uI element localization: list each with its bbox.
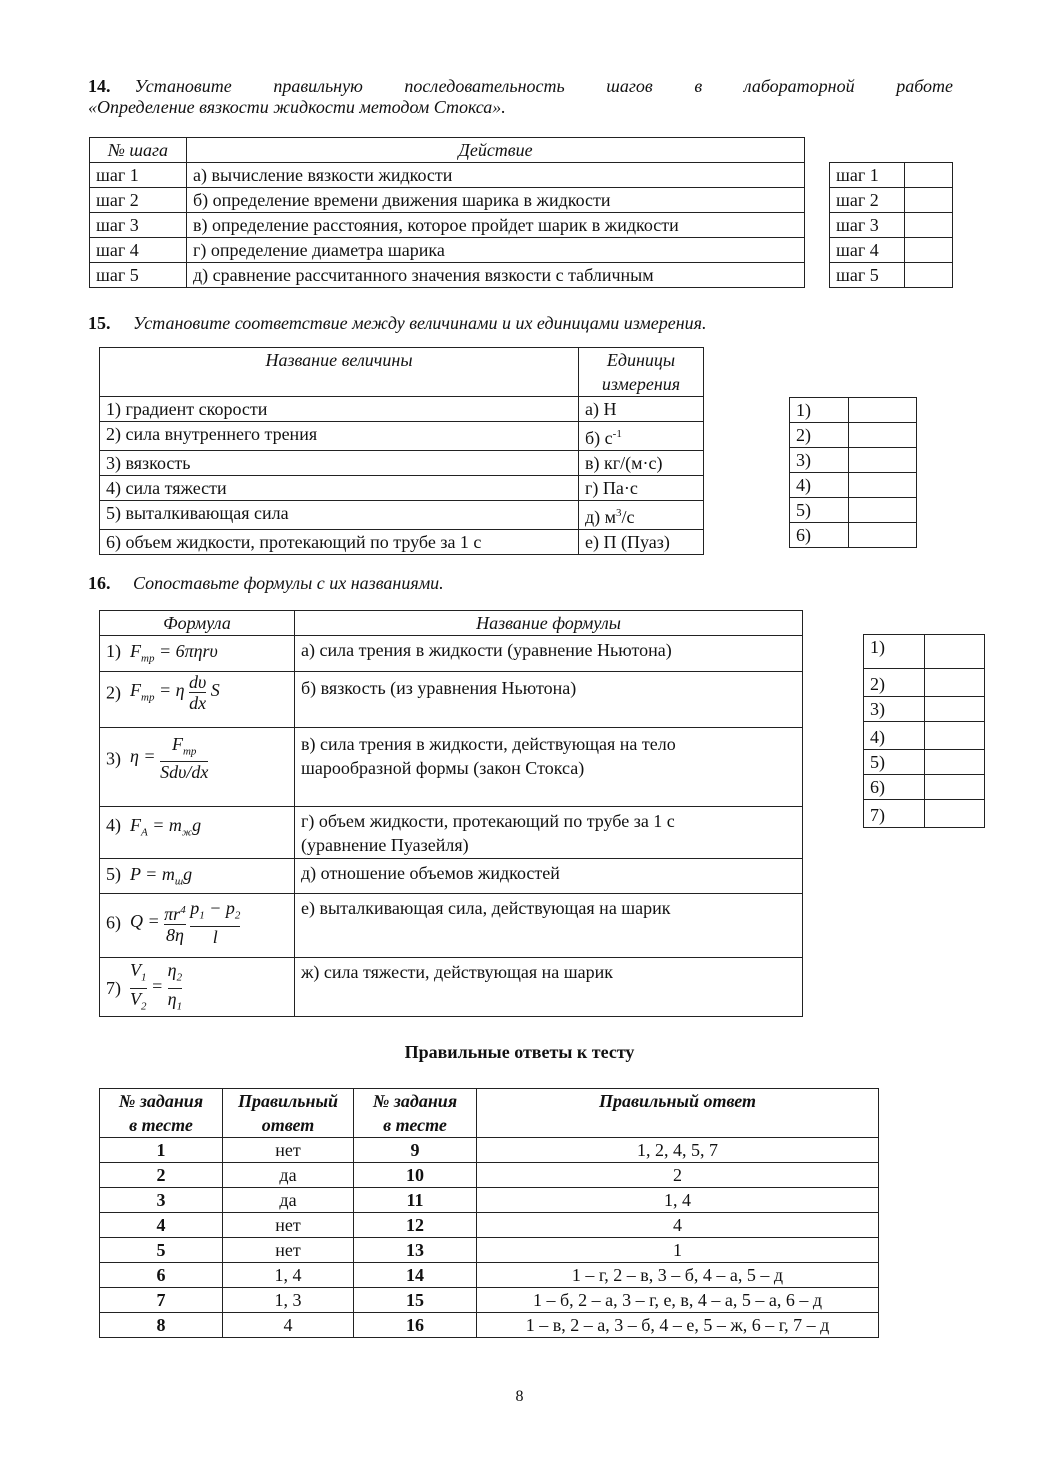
- answer-label: 2): [790, 423, 849, 448]
- table-cell: нет: [223, 1238, 354, 1263]
- table-cell: 1, 3: [223, 1288, 354, 1313]
- formula-2: $F_{тр} = \eta$ $\frac{d\upsilon}{dx}$ S: [125, 671, 220, 713]
- answer-slot[interactable]: [925, 635, 985, 669]
- answer-label: 4): [864, 722, 925, 750]
- formula-7: $\frac{V_1}{V_2}$ = $\frac{\eta_2}{\eta_1}$: [130, 960, 183, 1013]
- unit-cell: в) кг/(м·с): [579, 451, 704, 476]
- answer-label: 7): [864, 800, 925, 828]
- text-fragment: ответ: [261, 1115, 315, 1135]
- unit-cell: е) П (Пуаз): [579, 530, 704, 555]
- formula-5: $P = m_шg$: [125, 863, 193, 888]
- table-cell: 4: [223, 1313, 354, 1338]
- answer-slot[interactable]: [925, 750, 985, 775]
- unit-b-sup: -1: [612, 428, 622, 440]
- table-row: [100, 397, 704, 422]
- answer-label: 5): [790, 498, 849, 523]
- answer-slot[interactable]: [905, 188, 953, 213]
- answer-label: шаг 4: [830, 238, 905, 263]
- table-cell: 4: [100, 1213, 223, 1238]
- formula-cell: [100, 858, 295, 894]
- formula-num: 3): [106, 747, 121, 768]
- unit-cell: [579, 422, 704, 451]
- answer-slot[interactable]: [849, 398, 917, 423]
- table-row: [100, 1138, 879, 1163]
- table-row: [100, 501, 704, 530]
- table-cell: 10: [354, 1163, 477, 1188]
- answer-slot[interactable]: [905, 163, 953, 188]
- quantity-cell: 2) сила внутреннего трения: [100, 422, 579, 451]
- unit-d-tail: /с: [621, 507, 635, 527]
- table-cell: 1, 4: [477, 1188, 879, 1213]
- name-line2: шарообразной формы (закон Стокса): [301, 757, 585, 778]
- text-fragment: № задания: [118, 1091, 204, 1111]
- table-row: [100, 671, 803, 727]
- text-fragment: в тесте: [129, 1115, 193, 1135]
- table-cell: 1, 2, 4, 5, 7: [477, 1138, 879, 1163]
- step-cell: шаг 3: [90, 213, 187, 238]
- formula-cell: [100, 671, 295, 727]
- answer-label: 3): [790, 448, 849, 473]
- name-line2: (уравнение Пуазейля): [301, 834, 469, 855]
- quantity-cell: 5) выталкивающая сила: [100, 501, 579, 530]
- unit-cell: [579, 501, 704, 530]
- q15-table: [99, 347, 704, 555]
- answer-slot[interactable]: [925, 722, 985, 750]
- text-fragment: 1: [176, 1000, 183, 1013]
- table-cell: 6: [100, 1263, 223, 1288]
- text-fragment: 2: [234, 909, 241, 922]
- table-row: [100, 422, 704, 451]
- formula-cell: [100, 636, 295, 672]
- text-fragment: A: [141, 826, 148, 839]
- q14-text-line1: Установите правильную последовательность шагов в лабораторной работе: [134, 76, 953, 96]
- action-cell: б) определение времени движения шарика в жидкости: [187, 188, 805, 213]
- text-fragment: № задания: [372, 1091, 458, 1111]
- formula-cell: [100, 958, 295, 1017]
- text-fragment: Правильный ответ: [598, 1091, 757, 1111]
- name-line1: г) объем жидкости, протекающий по трубе за 1 с: [301, 810, 675, 831]
- q16-answer-table: [863, 634, 985, 828]
- answer-slot[interactable]: [849, 423, 917, 448]
- action-cell: в) определение расстояния, которое пройдет шарик в жидкости: [187, 213, 805, 238]
- answer-label: 6): [790, 523, 849, 548]
- text-fragment: 2: [176, 971, 183, 984]
- table-cell: 11: [354, 1188, 477, 1213]
- table-cell: 1: [477, 1238, 879, 1263]
- step-cell: шаг 1: [90, 163, 187, 188]
- formula-num: 5): [106, 863, 121, 884]
- answer-slot[interactable]: [905, 213, 953, 238]
- unit-cell: а) Н: [579, 397, 704, 422]
- quantity-cell: 6) объем жидкости, протекающий по трубе за 1 с: [100, 530, 579, 555]
- q16-text: [88, 573, 444, 594]
- name-line1: в) сила трения в жидкости, действующая на тело: [301, 733, 676, 754]
- q16-table: [99, 610, 803, 1017]
- name-cell: [295, 727, 803, 806]
- step-cell: шаг 5: [90, 263, 187, 288]
- table-row: [100, 1288, 879, 1313]
- formula-cell: [100, 894, 295, 958]
- q14-answer-table: [829, 162, 953, 288]
- answer-label: 5): [864, 750, 925, 775]
- table-cell: 1: [100, 1138, 223, 1163]
- q14-number: 14.: [88, 76, 111, 96]
- name-cell: ж) сила тяжести, действующая на шарик: [295, 958, 803, 1017]
- q15-header-name: Название величины: [100, 348, 579, 397]
- q14-header-step: № шага: [90, 138, 187, 163]
- table-row: [100, 1213, 879, 1238]
- table-row: [90, 263, 805, 288]
- answer-slot[interactable]: [905, 263, 953, 288]
- table-row: [90, 163, 805, 188]
- text-fragment: ш: [174, 875, 184, 888]
- table-row: [100, 894, 803, 958]
- answer-slot[interactable]: [849, 448, 917, 473]
- table-cell: да: [223, 1188, 354, 1213]
- table-cell: 5: [100, 1238, 223, 1263]
- page-number: 8: [515, 1388, 524, 1405]
- q15-header-units: [579, 348, 704, 397]
- answers-header-task: [100, 1089, 223, 1138]
- table-row: [90, 238, 805, 263]
- table-row: [100, 476, 704, 501]
- q16-header-name: Название формулы: [295, 611, 803, 636]
- unit-cell: г) Па·с: [579, 476, 704, 501]
- unit-b: б) с: [585, 428, 613, 448]
- formula-num: 6): [106, 912, 121, 933]
- formula-num: 4): [106, 814, 121, 835]
- table-row: [90, 213, 805, 238]
- answers-header-answer: [223, 1089, 354, 1138]
- q15-text: [88, 313, 707, 334]
- table-row: [100, 958, 803, 1017]
- formula-cell: [100, 806, 295, 858]
- text-fragment: в тесте: [383, 1115, 447, 1135]
- answer-label: 2): [864, 669, 925, 697]
- name-cell: д) отношение объемов жидкостей: [295, 858, 803, 894]
- q16-number: 16.: [88, 573, 111, 593]
- table-cell: 7: [100, 1288, 223, 1313]
- table-row: [100, 1188, 879, 1213]
- answer-label: 1): [864, 635, 925, 669]
- unit-d-sup: 3: [616, 507, 622, 519]
- table-cell: 9: [354, 1138, 477, 1163]
- table-row: [100, 858, 803, 894]
- answer-label: 4): [790, 473, 849, 498]
- q14-table: [89, 137, 805, 288]
- table-cell: 2: [100, 1163, 223, 1188]
- answer-label: шаг 3: [830, 213, 905, 238]
- quantity-cell: 3) вязкость: [100, 451, 579, 476]
- table-row: [100, 530, 704, 555]
- table-cell: нет: [223, 1138, 354, 1163]
- table-cell: да: [223, 1163, 354, 1188]
- action-cell: г) определение диаметра шарика: [187, 238, 805, 263]
- units-header-line1: Единицы: [606, 350, 676, 370]
- table-row: [100, 451, 704, 476]
- table-row: [100, 1263, 879, 1288]
- formula-cell: [100, 727, 295, 806]
- text-fragment: Правильный: [237, 1091, 338, 1111]
- answer-slot[interactable]: [925, 775, 985, 800]
- table-cell: 1 – в, 2 – а, 3 – б, 4 – е, 5 – ж, 6 – г, 7 – д: [477, 1313, 879, 1338]
- answer-slot[interactable]: [849, 473, 917, 498]
- quantity-cell: 4) сила тяжести: [100, 476, 579, 501]
- quantity-cell: 1) градиент скорости: [100, 397, 579, 422]
- formula-3: η = $\frac{F_{тр}}{\text{Sdυ/dx}}$: [125, 733, 209, 783]
- text-fragment: тр: [141, 652, 155, 665]
- table-row: [100, 1313, 879, 1338]
- formula-num: 2): [106, 682, 121, 703]
- table-cell: 2: [477, 1163, 879, 1188]
- table-cell: 1 – г, 2 – в, 3 – б, 4 – а, 5 – д: [477, 1263, 879, 1288]
- q14-header-action: Действие: [187, 138, 805, 163]
- text-fragment: ж: [181, 826, 193, 839]
- answer-label: 6): [864, 775, 925, 800]
- q15-number: 15.: [88, 313, 111, 333]
- table-cell: 16: [354, 1313, 477, 1338]
- q14-text: [88, 76, 953, 118]
- table-cell: 13: [354, 1238, 477, 1263]
- formula-4: $F_A = m_жg$: [125, 814, 202, 839]
- answer-slot[interactable]: [905, 238, 953, 263]
- table-row: [90, 188, 805, 213]
- action-cell: д) сравнение рассчитанного значения вязкости с табличным: [187, 263, 805, 288]
- text-fragment: 1: [141, 971, 147, 984]
- table-row: [100, 727, 803, 806]
- name-cell: а) сила трения в жидкости (уравнение Ньютона): [295, 636, 803, 672]
- name-cell: [295, 806, 803, 858]
- answer-label: 3): [864, 697, 925, 722]
- text-fragment: 4: [180, 903, 186, 916]
- step-cell: шаг 2: [90, 188, 187, 213]
- formula-6: Q = $\frac{\pi r^4}{8\eta}$ $\frac{p_1 - p_2}{l}$: [125, 898, 241, 947]
- table-row: [100, 636, 803, 672]
- answer-label: шаг 2: [830, 188, 905, 213]
- answer-label: шаг 1: [830, 163, 905, 188]
- q14-text-line2: «Определение вязкости жидкости методом Стокса».: [88, 97, 506, 117]
- answer-slot[interactable]: [925, 697, 985, 722]
- name-cell: е) выталкивающая сила, действующая на шарик: [295, 894, 803, 958]
- q15-prompt: Установите соответствие между величинами и их единицами измерения.: [133, 313, 707, 333]
- table-cell: 8: [100, 1313, 223, 1338]
- table-row: [100, 806, 803, 858]
- table-cell: 12: [354, 1213, 477, 1238]
- answer-label: 1): [790, 398, 849, 423]
- name-cell: б) вязкость (из уравнения Ньютона): [295, 671, 803, 727]
- table-cell: 4: [477, 1213, 879, 1238]
- formula-num: 1): [106, 641, 121, 661]
- text-fragment: 1: [199, 909, 205, 922]
- text-fragment: тр: [182, 745, 197, 758]
- q16-prompt: Сопоставьте формулы с их названиями.: [133, 573, 444, 593]
- units-header-line2: измерения: [601, 374, 681, 394]
- text-fragment: 2: [141, 1000, 147, 1013]
- table-cell: 1 – б, 2 – а, 3 – г, е, в, 4 – а, 5 – а, 6 – д: [477, 1288, 879, 1313]
- table-cell: 14: [354, 1263, 477, 1288]
- table-cell: нет: [223, 1213, 354, 1238]
- table-cell: 15: [354, 1288, 477, 1313]
- answers-title: Правильные ответы к тесту: [404, 1042, 635, 1062]
- answer-label: шаг 5: [830, 263, 905, 288]
- text-fragment: тр: [141, 691, 155, 704]
- answers-header-task2: [354, 1089, 477, 1138]
- answer-slot[interactable]: [925, 669, 985, 697]
- answer-slot[interactable]: [925, 800, 985, 828]
- answers-table: [99, 1088, 879, 1338]
- answer-slot[interactable]: [849, 498, 917, 523]
- step-cell: шаг 4: [90, 238, 187, 263]
- answers-header-answer2: [477, 1089, 879, 1138]
- q15-answer-table: [789, 397, 917, 548]
- action-cell: а) вычисление вязкости жидкости: [187, 163, 805, 188]
- unit-d: д) м: [585, 507, 617, 527]
- formula-num: 7): [106, 978, 121, 999]
- formula-1: $F_{тр} = 6\pi\eta r\upsilon$: [125, 641, 218, 665]
- table-row: [100, 1238, 879, 1263]
- table-cell: 1, 4: [223, 1263, 354, 1288]
- table-row: [100, 1163, 879, 1188]
- q16-header-formula: Формула: [100, 611, 295, 636]
- table-cell: 3: [100, 1188, 223, 1213]
- answer-slot[interactable]: [849, 523, 917, 548]
